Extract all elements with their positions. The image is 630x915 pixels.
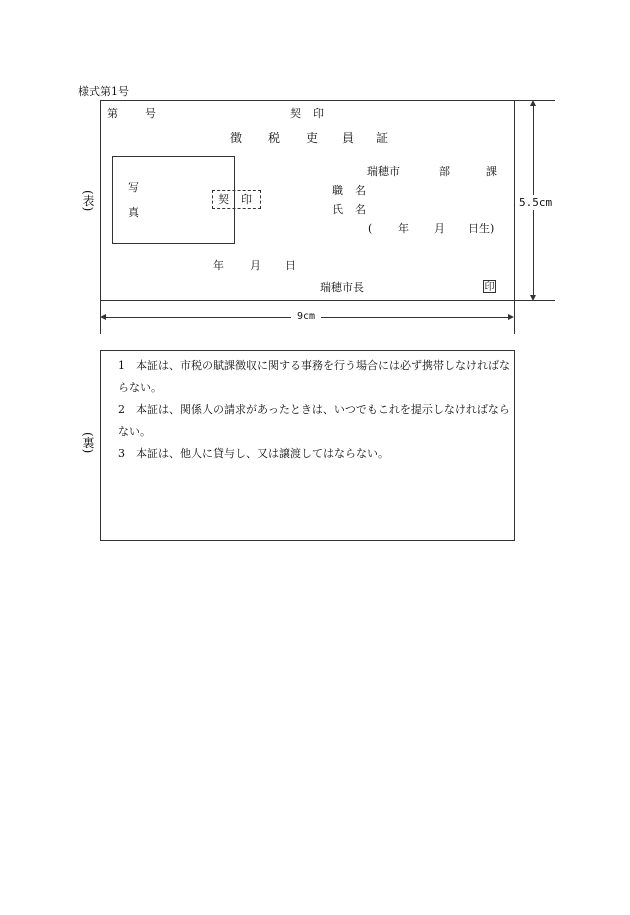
city-label: 瑞穂市 bbox=[367, 165, 400, 178]
title-char-5: 証 bbox=[376, 131, 389, 145]
title-char-1: 徴 bbox=[230, 131, 243, 145]
issuer: 瑞穂市長 bbox=[320, 281, 364, 294]
issue-month: 月 bbox=[250, 259, 261, 272]
name-label-2: 名 bbox=[355, 203, 366, 216]
back-item-num: 1 bbox=[118, 359, 125, 372]
name-label-1: 氏 bbox=[332, 203, 343, 216]
back-item-text: 本証は、他人に貸与し、又は譲渡してはならない。 bbox=[136, 447, 389, 460]
height-tick-bottom bbox=[515, 300, 555, 301]
number-prefix: 第 bbox=[107, 107, 118, 120]
back-item-num: 3 bbox=[118, 447, 125, 460]
back-item-text: 本証は、市税の賦課徴収に関する事務を行う場合には必ず携帯しなければならない。 bbox=[118, 359, 510, 394]
issue-day: 日 bbox=[285, 259, 296, 272]
birth-open: ( bbox=[368, 222, 373, 235]
dept-label: 部 bbox=[439, 165, 450, 178]
photo-label-1: 写 bbox=[128, 181, 139, 194]
title-char-3: 吏 bbox=[306, 131, 319, 145]
width-arrow-right-icon bbox=[508, 314, 514, 320]
issuer-seal: 印 bbox=[484, 282, 495, 293]
job-label-1: 職 bbox=[332, 184, 343, 197]
back-item-2 bbox=[118, 399, 513, 443]
top-stamp-2: 印 bbox=[313, 107, 324, 120]
title-char-4: 員 bbox=[342, 131, 355, 145]
section-label: 課 bbox=[486, 165, 497, 178]
front-side-label: (表) bbox=[81, 190, 95, 212]
width-tick-right bbox=[514, 301, 515, 334]
back-item-1 bbox=[118, 355, 513, 399]
back-item-text: 本証は、関係人の請求があったときは、いつでもこれを提示しなければならない。 bbox=[118, 403, 510, 438]
seal-char-1: 契 bbox=[218, 193, 229, 206]
job-label-2: 名 bbox=[355, 184, 366, 197]
form-label: 様式第1号 bbox=[78, 85, 129, 98]
back-item-3 bbox=[118, 443, 513, 465]
height-tick-top bbox=[515, 100, 555, 101]
birth-day: 日生) bbox=[468, 222, 495, 235]
width-arrow-left-icon bbox=[100, 314, 106, 320]
width-dim-label: 9cm bbox=[291, 312, 321, 322]
number-suffix: 号 bbox=[145, 107, 156, 120]
top-stamp-1: 契 bbox=[290, 107, 301, 120]
issue-year: 年 bbox=[213, 259, 224, 272]
seal-char-2: 印 bbox=[241, 193, 252, 206]
back-item-num: 2 bbox=[118, 403, 125, 416]
birth-year: 年 bbox=[398, 222, 409, 235]
back-side-label: (裏) bbox=[81, 432, 95, 454]
photo-label-2: 真 bbox=[128, 206, 139, 219]
height-dim-label: 5.5cm bbox=[519, 196, 553, 209]
title-char-2: 税 bbox=[268, 131, 281, 145]
birth-month: 月 bbox=[434, 222, 445, 235]
